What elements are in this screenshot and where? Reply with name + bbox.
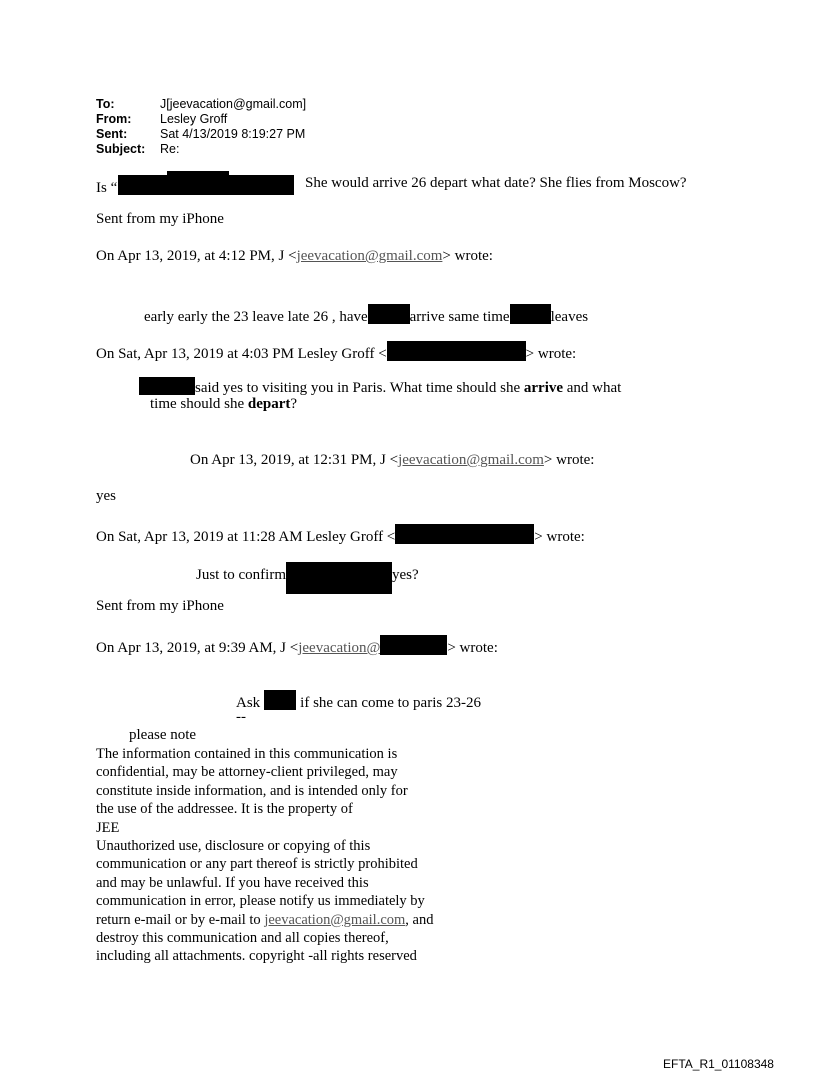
to-label: To:	[96, 97, 115, 111]
quote-header-text: > wrote:	[534, 529, 585, 545]
disclaimer-line: Unauthorized use, disclosure or copying of this	[96, 838, 371, 855]
body-text: Is “	[96, 180, 118, 196]
disclaimer-line: destroy this communication and all copies thereof,	[96, 930, 389, 947]
body-text: Ask	[236, 695, 261, 711]
disclaimer	[96, 745, 476, 966]
reply-yes: yes	[96, 488, 116, 504]
disclaimer-line: and may be unlawful. If you have received this	[96, 874, 369, 891]
from-value: Lesley Groff	[160, 112, 228, 126]
quote-header-text: On Apr 13, 2019, at 9:39 AM, J <	[96, 640, 299, 656]
sent-value: Sat 4/13/2019 8:19:27 PM	[160, 127, 306, 141]
body-text: said yes to visiting you in Paris. What time should she	[195, 380, 524, 396]
message-line-2b	[150, 396, 297, 413]
body-text: Just to confirm	[196, 567, 286, 583]
redaction-box	[118, 175, 294, 195]
body-text: if she can come to paris 23-26	[300, 695, 481, 711]
please-note: please note	[129, 727, 197, 743]
ask-line	[236, 690, 481, 712]
disclaimer-text: , and	[405, 911, 434, 928]
quote-header-text: On Apr 13, 2019, at 12:31 PM, J <	[190, 452, 399, 468]
disclaimer-line: constitute inside information, and is intended only for	[96, 782, 408, 799]
sent-from-iphone: Sent from my iPhone	[96, 598, 224, 614]
redaction-box	[286, 562, 392, 594]
body-text: arrive same time	[409, 309, 510, 325]
email-link[interactable]: jeevacation@gmail.com	[398, 452, 544, 468]
quote-header-4	[96, 524, 585, 546]
redaction-box	[264, 690, 296, 710]
quote-header-text: On Sat, Apr 13, 2019 at 4:03 PM Lesley Groff <	[96, 346, 387, 362]
body-text: early early the 23 leave late 26 , have	[144, 309, 368, 325]
message-line-2a	[139, 377, 621, 397]
quote-header-2	[96, 341, 576, 363]
document-id: EFTA_R1_01108348	[663, 1057, 774, 1071]
disclaimer-line: JEE	[96, 819, 120, 836]
body-text: ?	[290, 396, 298, 412]
quote-header-text: > wrote:	[543, 452, 595, 468]
redaction-box	[387, 341, 526, 361]
redaction-box	[510, 304, 551, 324]
email-link[interactable]: jeevacation@	[298, 640, 381, 656]
disclaimer-line: including all attachments. copyright -all rights reserved	[96, 948, 417, 965]
disclaimer-line	[96, 911, 476, 929]
redaction-box	[395, 524, 534, 544]
redaction-box	[139, 377, 195, 395]
quote-header-text: On Apr 13, 2019, at 4:12 PM, J <	[96, 248, 297, 264]
confirm-line	[196, 562, 419, 594]
sent-label: Sent:	[96, 127, 128, 141]
signature-separator: --	[236, 709, 246, 725]
disclaimer-line: The information contained in this communication is	[96, 746, 398, 762]
body-text-bold: depart	[247, 396, 291, 412]
disclaimer-line: the use of the addressee. It is the property of	[96, 801, 353, 818]
body-line-1	[96, 175, 294, 197]
disclaimer-text: return e-mail or by e-mail to	[96, 911, 265, 928]
body-text: She would arrive 26 depart what date? She flies from Moscow?	[305, 175, 687, 191]
subject-value: Re:	[160, 142, 180, 156]
quote-header-3	[190, 452, 594, 469]
quote-header-text: On Sat, Apr 13, 2019 at 11:28 AM Lesley Groff <	[96, 529, 396, 545]
disclaimer-line: communication or any part thereof is strictly prohibited	[96, 856, 418, 873]
body-text: yes?	[392, 567, 419, 583]
from-label: From:	[96, 112, 132, 126]
email-link[interactable]: jeevacation@gmail.com	[296, 248, 443, 264]
body-text-bold: arrive	[523, 380, 564, 396]
sent-from-iphone: Sent from my iPhone	[96, 211, 224, 227]
body-text: and what	[563, 380, 622, 396]
quote-header-text: > wrote:	[447, 640, 498, 656]
body-text: time should she	[150, 396, 248, 412]
disclaimer-line: confidential, may be attorney-client privileged, may	[96, 764, 398, 781]
redaction-box	[368, 304, 410, 324]
body-text: leaves	[550, 309, 589, 325]
reply-line-1	[144, 304, 588, 326]
subject-label: Subject:	[96, 142, 146, 156]
disclaimer-line: communication in error, please notify us immediately by	[96, 893, 425, 910]
redaction-box	[167, 171, 229, 175]
quote-header-5	[96, 635, 498, 657]
to-value: J[jeevacation@gmail.com]	[160, 97, 307, 111]
quote-header-text: > wrote:	[525, 346, 577, 362]
quote-header-text: > wrote:	[442, 248, 493, 264]
quote-header-1	[96, 248, 493, 265]
email-link[interactable]: jeevacation@gmail.com	[264, 911, 406, 928]
redaction-box	[380, 635, 447, 655]
